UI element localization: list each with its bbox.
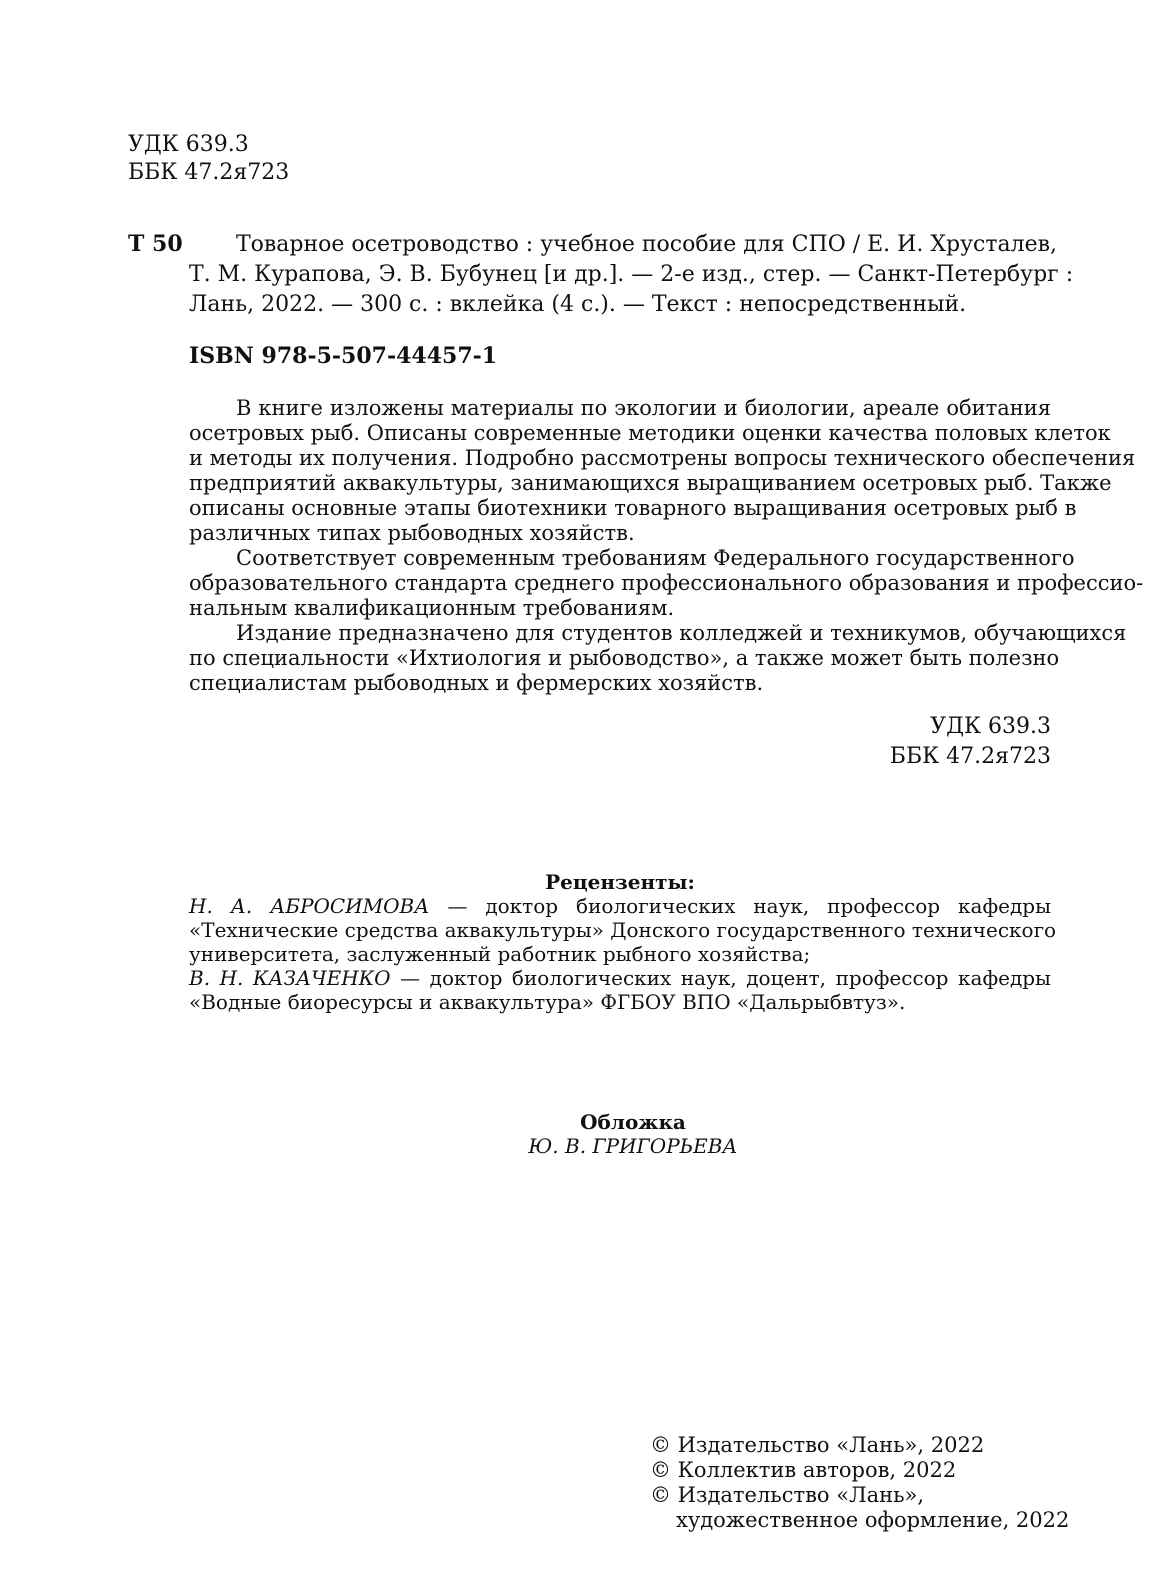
copyright-line: © Коллектив авторов, 2022 — [650, 1458, 957, 1482]
description-line: Товарное осетроводство : учебное пособие для СПО / Е. И. Хрусталев, — [236, 232, 1058, 257]
reviewer-line: «Водные биоресурсы и аквакультура» ФГБОУ ВПО «Дальрыбвтуз». — [189, 990, 906, 1014]
annotation-line: нальным квалификационным требованиям. — [189, 596, 675, 620]
annotation-line: по специальности «Ихтиология и рыбоводство», а также может быть полезно — [189, 646, 1060, 670]
description-line: Лань, 2022. — 300 с. : вклейка (4 с.). — Текст : непосредственный. — [189, 292, 967, 317]
annotation-line: образовательного стандарта среднего профессионального образования и профессио- — [189, 571, 1144, 595]
annotation-line: В книге изложены материалы по экологии и биологии, ареале обитания — [236, 396, 1051, 420]
bbk-code: ББК 47.2я723 — [128, 160, 290, 185]
copyright-line: © Издательство «Лань», 2022 — [650, 1433, 985, 1457]
reviewer-line: Н. А. АБРОСИМОВА — доктор биологических наук, профессор кафедры — [189, 894, 1051, 918]
udk-code: УДК 639.3 — [930, 714, 1051, 739]
annotation-line: предприятий аквакультуры, занимающихся выращиванием осетровых рыб. Также — [189, 471, 1112, 495]
copyright-line: художественное оформление, 2022 — [676, 1508, 1070, 1532]
reviewers-heading: Рецензенты: — [545, 870, 695, 894]
annotation-line: и методы их получения. Подробно рассмотрены вопросы технического обеспечения — [189, 446, 1136, 470]
reviewer-line: В. Н. КАЗАЧЕНКО — доктор биологических наук, доцент, профессор кафедры — [189, 966, 1051, 990]
reviewer-line: университета, заслуженный работник рыбного хозяйства; — [189, 942, 811, 966]
udk-code: УДК 639.3 — [128, 132, 249, 157]
copyright-line: © Издательство «Лань», — [650, 1483, 925, 1507]
annotation-line: Соответствует современным требованиям Федерального государственного — [236, 546, 1075, 570]
bbk-code: ББК 47.2я723 — [889, 744, 1051, 769]
cover-label: Обложка — [580, 1110, 686, 1134]
annotation-line: описаны основные этапы биотехники товарного выращивания осетровых рыб в — [189, 496, 1077, 520]
annotation-line: Издание предназначено для студентов колледжей и техникумов, обучающихся — [236, 621, 1127, 645]
isbn: ISBN 978-5-507-44457-1 — [189, 343, 498, 369]
author-mark: Т 50 — [128, 231, 183, 257]
annotation-line: осетровых рыб. Описаны современные методики оценки качества половых клеток — [189, 421, 1111, 445]
reviewer-line: «Технические средства аквакультуры» Донского государственного технического — [189, 918, 1057, 942]
description-line: Т. М. Курапова, Э. В. Бубунец [и др.]. — 2-е изд., стер. — Санкт-Петербург : — [189, 262, 1074, 287]
reviewer-name: Н. А. АБРОСИМОВА — [189, 894, 430, 918]
annotation-line: различных типах рыбоводных хозяйств. — [189, 521, 635, 545]
cover-artist: Ю. В. ГРИГОРЬЕВА — [528, 1134, 738, 1158]
annotation-line: специалистам рыбоводных и фермерских хозяйств. — [189, 671, 764, 695]
reviewer-name: В. Н. КАЗАЧЕНКО — [189, 966, 391, 990]
